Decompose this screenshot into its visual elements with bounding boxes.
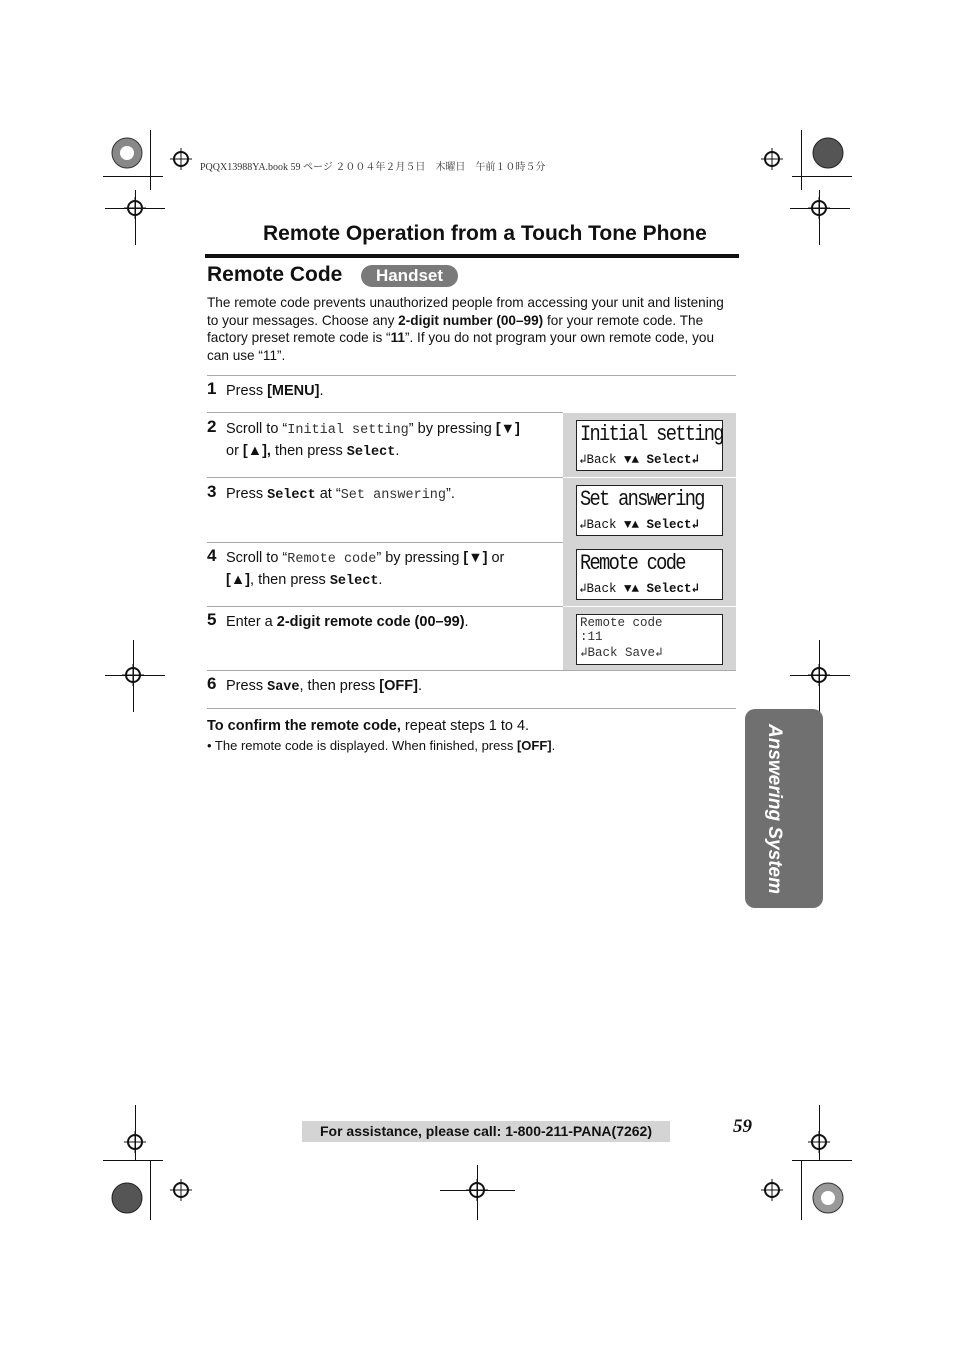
display-cell: [563, 413, 736, 477]
crosshair-icon: [761, 148, 783, 170]
step-text: [226, 419, 561, 463]
step-text: [226, 381, 323, 401]
lcd-text: Remote code: [287, 552, 377, 567]
crosshair-icon: [808, 197, 830, 219]
intro-bold: 11: [390, 330, 405, 346]
display-cell: [563, 542, 736, 606]
print-header: PQQX13988YA.book 59 ページ ２００４年２月５日 木曜日 午前１０時５分: [200, 162, 546, 173]
crosshair-icon: [170, 1179, 192, 1201]
handset-badge: Handset: [361, 265, 458, 287]
display-cell: [563, 607, 736, 670]
lcd-display: [576, 420, 723, 471]
intro-text: The remote code prevents unauthorized people from accessing your unit and listening to your messages. Choose any: [207, 295, 724, 328]
lcd-line: Remote code: [580, 616, 663, 630]
confirm-bold: To confirm the remote code,: [207, 718, 401, 734]
step-text-part: Press: [226, 383, 268, 399]
key-label: [▲]: [226, 572, 251, 588]
target-icon: [806, 131, 850, 175]
step-1: [207, 379, 736, 411]
step-6: [207, 674, 736, 706]
step-text-part: ” by pressing: [408, 421, 496, 437]
lcd-text: Initial setting: [287, 423, 409, 438]
step-bold: 2-digit remote code (00–99): [276, 614, 465, 630]
page-heading: Remote Code: [207, 263, 343, 286]
intro-text: ”. If you do not program your own remote code, you can use “11”.: [207, 330, 715, 363]
divider: [207, 412, 563, 413]
key-label: [OFF]: [379, 678, 418, 694]
crosshair-icon: [124, 197, 146, 219]
confirm-note: [207, 718, 529, 734]
lcd-softkeys: [579, 516, 699, 532]
soft-key: Select: [267, 488, 316, 503]
soft-key: Select: [329, 574, 379, 589]
step-text-part: Press: [226, 678, 268, 694]
lcd-display: [576, 549, 723, 600]
step-text-part: .: [378, 572, 383, 588]
divider: [207, 542, 563, 543]
target-icon: [105, 131, 149, 175]
key-label: [▼]: [463, 550, 488, 566]
step-text-part: or: [487, 550, 505, 566]
crosshair-icon: [124, 1131, 146, 1153]
step-4: [207, 546, 557, 604]
title-rule: [205, 254, 739, 258]
divider: [207, 477, 563, 478]
step-text-part: Scroll to “: [226, 421, 288, 437]
step-text-part: .: [395, 443, 400, 459]
crosshair-icon: [761, 1179, 783, 1201]
lcd-back: ↲Back: [579, 582, 625, 596]
display-cell: [563, 478, 736, 542]
step-text: [226, 612, 469, 632]
step-text-part: ”.: [446, 486, 455, 502]
step-text: [226, 676, 422, 698]
step-text-part: Enter a: [226, 614, 277, 630]
bullet-text: .: [551, 738, 556, 753]
confirm-text: repeat steps 1 to 4.: [400, 718, 530, 734]
lcd-main-text: Remote code: [580, 551, 685, 576]
page-number: 59: [733, 1116, 752, 1137]
divider: [207, 606, 563, 607]
key-label: [OFF]: [516, 738, 552, 753]
intro-paragraph: [207, 294, 732, 364]
step-number: 2: [207, 417, 217, 436]
step-text-part: , then press: [299, 678, 380, 694]
lcd-main-text: Set answering: [580, 487, 704, 512]
lcd-select: ▼▲ Select↲: [624, 518, 700, 532]
lcd-text: Set answering: [340, 488, 447, 503]
lcd-display: [576, 614, 723, 665]
step-text-part: Press: [226, 486, 268, 502]
lcd-select: ▼▲ Select↲: [624, 453, 700, 467]
step-text-part: or: [226, 443, 243, 459]
lcd-softkeys: [579, 451, 699, 467]
step-text-part: Scroll to “: [226, 550, 288, 566]
step-number: 6: [207, 674, 217, 693]
bullet-text: • The remote code is displayed. When finished, press: [207, 738, 517, 753]
section-title: Remote Operation from a Touch Tone Phone: [263, 222, 707, 245]
step-text: [226, 548, 556, 592]
soft-key: Select: [346, 445, 396, 460]
step-text-part: at “: [315, 486, 341, 502]
crosshair-icon: [466, 1179, 488, 1201]
lcd-back: ↲Back: [579, 453, 625, 467]
step-number: 3: [207, 482, 217, 501]
assistance-footer: For assistance, please call: 1-800-211-PANA(7262): [302, 1121, 670, 1142]
lcd-softkeys: [579, 580, 699, 596]
step-text-part: .: [319, 383, 324, 399]
step-number: 1: [207, 379, 217, 398]
step-2: [207, 417, 557, 475]
soft-key: Save: [267, 680, 300, 695]
step-3: [207, 482, 557, 540]
step-text-part: then press: [270, 443, 347, 459]
step-number: 5: [207, 610, 217, 629]
lcd-line: ↲Back Save↲: [580, 646, 663, 660]
divider: [207, 670, 736, 671]
crosshair-icon: [808, 1131, 830, 1153]
crosshair-icon: [808, 664, 830, 686]
step-text-part: .: [464, 614, 469, 630]
key-label: [▼]: [495, 421, 520, 437]
chapter-tab-label: Answering System: [764, 724, 785, 894]
bullet-note: [207, 738, 555, 753]
lcd-line: :11: [580, 630, 603, 644]
key-label: [MENU]: [267, 383, 320, 399]
step-text-part: ” by pressing: [376, 550, 464, 566]
lcd-display: [576, 485, 723, 536]
crosshair-icon: [122, 664, 144, 686]
step-number: 4: [207, 546, 217, 565]
step-text-part: .: [417, 678, 422, 694]
lcd-select: ▼▲ Select↲: [624, 582, 700, 596]
crosshair-icon: [170, 148, 192, 170]
target-icon: [806, 1176, 850, 1220]
divider: [207, 375, 736, 376]
step-text: [226, 484, 455, 506]
intro-text: for your remote code. The factory preset remote code is “: [207, 312, 704, 346]
divider: [207, 708, 736, 709]
lcd-back: ↲Back: [579, 518, 625, 532]
intro-bold: 2-digit number (00–99): [398, 312, 544, 328]
lcd-main-text: Initial setting: [580, 422, 723, 447]
key-label: [▲],: [242, 443, 271, 459]
target-icon: [105, 1176, 149, 1220]
step-text-part: , then press: [250, 572, 330, 588]
chapter-tab: [745, 709, 823, 908]
step-5: [207, 610, 557, 668]
